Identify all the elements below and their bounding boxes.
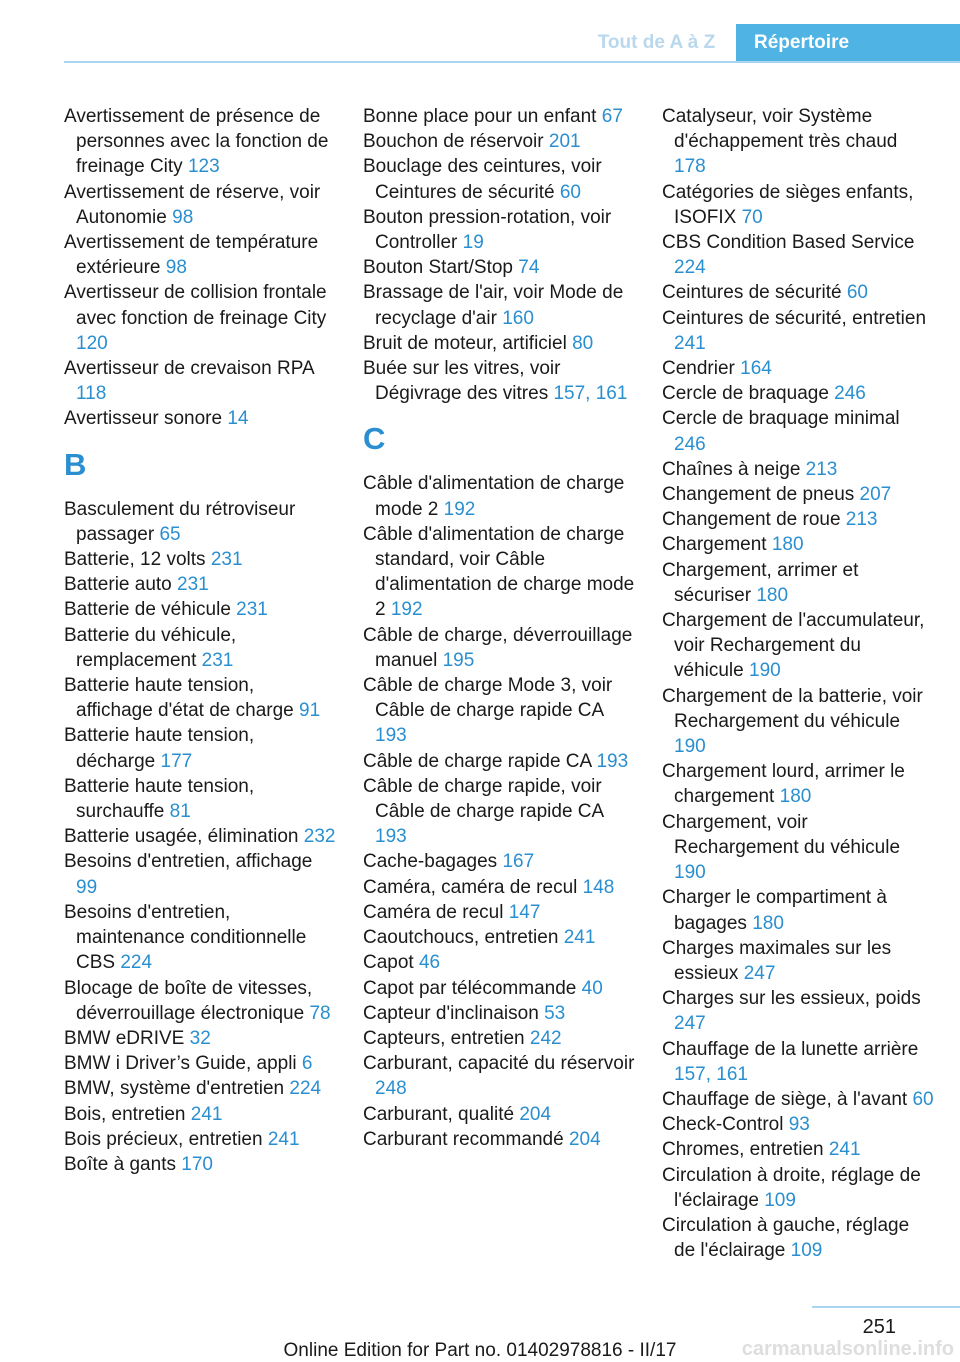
index-term: Chauffage de siège, à l'avant (662, 1088, 908, 1110)
index-entry (64, 1102, 336, 1127)
page-link[interactable]: 213 (805, 458, 838, 480)
index-term: Câble d'alimentation de charge mode 2 (363, 473, 625, 520)
page-link[interactable]: 246 (674, 433, 706, 455)
index-term: Buée sur les vitres, voir Dégivrage des vitres (363, 358, 561, 405)
index-term: Circulation à droite, réglage de l'éclairage (662, 1164, 921, 1211)
index-entry (662, 986, 934, 1036)
index-term: Carburant recommandé (363, 1128, 564, 1150)
page-link[interactable]: 157, 161 (553, 383, 628, 405)
index-term: Capot par télécommande (363, 977, 577, 999)
page-link[interactable]: 177 (160, 750, 193, 772)
page-link[interactable]: 204 (568, 1128, 601, 1150)
index-entry (64, 180, 336, 230)
page-link[interactable]: 248 (375, 1078, 407, 1100)
index-term: Batterie de véhicule (64, 599, 231, 621)
index-term: Chargement (662, 534, 767, 556)
page-link[interactable]: 231 (236, 599, 268, 621)
page-link[interactable]: 81 (169, 801, 191, 823)
page-link[interactable]: 201 (548, 131, 581, 153)
index-entry (363, 104, 635, 129)
page-link[interactable]: 192 (390, 599, 423, 621)
index-term: Circulation à gauche, réglage de l'éclairage (662, 1214, 910, 1262)
page-link[interactable]: 224 (120, 952, 153, 974)
index-column-1 (64, 104, 336, 1177)
page-link[interactable]: 118 (76, 383, 107, 405)
index-term: Bruit de moteur, artificiel (363, 332, 567, 354)
index-entry (662, 558, 934, 608)
page-link[interactable]: 46 (418, 952, 441, 974)
index-term: Changement de roue (662, 509, 841, 531)
page-link[interactable]: 67 (601, 106, 623, 127)
page-link[interactable]: 93 (788, 1114, 810, 1136)
index-entry (662, 810, 934, 886)
page-link[interactable]: 180 (756, 584, 789, 606)
index-entry (662, 684, 934, 760)
index-term: Bouton Start/Stop (363, 257, 513, 279)
index-entry (64, 673, 336, 723)
page-link[interactable]: 241 (267, 1128, 300, 1150)
page-link[interactable]: 74 (518, 257, 540, 279)
tab-section[interactable]: Tout de A à Z (597, 31, 716, 53)
page-link[interactable]: 190 (674, 862, 706, 884)
index-term: Chargement, voir Rechargement du véhicule (662, 811, 901, 858)
index-entry (64, 1127, 336, 1152)
page-link[interactable]: 78 (309, 1002, 331, 1024)
index-term: CBS Condition Based Service (662, 232, 915, 254)
page-link[interactable]: 192 (443, 498, 476, 520)
index-entry (363, 471, 635, 521)
index-term: Capteurs, entretien (363, 1027, 525, 1049)
index-entry (64, 572, 336, 597)
index-entry (363, 1051, 635, 1101)
index-entry (64, 356, 336, 406)
index-entry (363, 976, 635, 1001)
index-entry (662, 230, 934, 280)
index-term: Caméra, caméra de recul (363, 876, 578, 898)
index-entry (662, 532, 934, 557)
index-entry (363, 1026, 635, 1051)
index-entry (64, 900, 336, 976)
index-entry (64, 497, 336, 547)
edition-footer: Online Edition for Part no. 01402978816 - II/17 (283, 1340, 677, 1361)
index-term: Câble de charge Mode 3, voir Câble de charge rapide CA (363, 675, 613, 722)
page-link[interactable]: 193 (375, 725, 407, 747)
page-link[interactable]: 32 (189, 1027, 211, 1049)
page-link[interactable]: 180 (771, 534, 804, 556)
index-entry (662, 306, 934, 356)
index-entry (64, 1152, 336, 1177)
index-term: BMW, système d'entretien (64, 1078, 285, 1100)
tab-current[interactable]: Répertoire (736, 24, 960, 61)
index-entry (662, 356, 934, 381)
index-entry (662, 759, 934, 809)
index-entry (64, 623, 336, 673)
index-entry (363, 623, 635, 673)
page-link[interactable]: 98 (172, 206, 194, 228)
page-link[interactable]: 98 (165, 257, 187, 279)
index-term: BMW i Driver’s Guide, appli (64, 1053, 297, 1075)
index-term: Charges sur les essieux, poids (662, 988, 921, 1010)
index-term: Bonne place pour un enfant (363, 106, 597, 127)
index-term: Blocage de boîte de vitesses, déverrouillage électronique (64, 977, 313, 1024)
index-term: Cercle de braquage (662, 383, 829, 405)
page-link[interactable]: 60 (559, 181, 581, 203)
index-term: Cache-bagages (363, 851, 498, 873)
page-link[interactable]: 40 (581, 977, 603, 999)
index-entry (662, 381, 934, 406)
page-link[interactable]: 19 (462, 232, 484, 254)
index-term: Caméra de recul (363, 901, 504, 923)
index-column-3 (662, 104, 934, 1263)
index-term: Chromes, entretien (662, 1139, 824, 1161)
index-term: Chargement de l'accumulateur, voir Rechargement du véhicule (662, 610, 925, 682)
page-link[interactable]: 178 (674, 156, 706, 178)
index-term: Brassage de l'air, voir Mode de recyclage d'air (363, 282, 624, 329)
index-term: Cercle de braquage minimal (662, 408, 900, 430)
index-term: Avertissement de présence de personnes avec la fonction de freinage City (64, 106, 329, 178)
page-link[interactable]: 242 (529, 1027, 562, 1049)
index-term: Chaînes à neige (662, 458, 801, 480)
index-entry (662, 1163, 934, 1213)
index-term: Batterie du véhicule, remplacement (64, 624, 237, 671)
index-term: Charger le compartiment à bagages (662, 887, 887, 934)
index-term: Charges maximales sur les essieux (662, 937, 892, 984)
index-entry (662, 280, 934, 305)
page-link[interactable]: 231 (177, 574, 209, 596)
page-link[interactable]: 180 (752, 912, 784, 934)
page-link[interactable]: 193 (375, 826, 407, 848)
page-link[interactable]: 65 (159, 523, 181, 545)
index-entry (662, 457, 934, 482)
index-entry (662, 1213, 934, 1263)
index-entry (363, 280, 635, 330)
index-column-2 (363, 104, 635, 1152)
page-link[interactable]: 120 (76, 332, 108, 354)
index-term: Batterie auto (64, 574, 172, 596)
index-entry (363, 129, 635, 154)
index-term: Avertissement de réserve, voir Autonomie (64, 181, 321, 228)
index-term: Bouton pression-rotation, voir Controller (363, 206, 612, 254)
page-link[interactable]: 224 (674, 257, 706, 279)
page-link[interactable]: 193 (596, 750, 629, 772)
index-term: Bouclage des ceintures, voir Ceintures de sécurité (363, 156, 602, 203)
index-term: Batterie haute tension, affichage d'état de charge (64, 675, 294, 722)
index-entry (64, 230, 336, 280)
index-term: Ceintures de sécurité, entretien (662, 307, 927, 329)
page-link[interactable]: 147 (508, 901, 541, 923)
index-entry (662, 936, 934, 986)
header-rule (64, 61, 960, 63)
index-entry (64, 1026, 336, 1051)
index-entry (662, 608, 934, 684)
index-entry (662, 1137, 934, 1162)
index-term: Batterie haute tension, surchauffe (64, 775, 255, 823)
index-term: Câble de charge, déverrouillage manuel (363, 624, 633, 671)
index-entry (64, 104, 336, 180)
page-link[interactable]: 241 (674, 332, 706, 354)
section-letter: B (64, 446, 87, 482)
index-term: Besoins d'entretien, maintenance conditionnelle CBS (64, 901, 307, 974)
index-term: Cendrier (662, 358, 735, 380)
index-term: Capot (363, 952, 414, 974)
index-entry (64, 849, 336, 899)
index-entry (662, 406, 934, 456)
page-link[interactable]: 157, 161 (674, 1063, 748, 1085)
index-entry (662, 507, 934, 532)
index-term: Check-Control (662, 1114, 784, 1136)
index-entry (64, 1051, 336, 1076)
index-term: Basculement du rétroviseur passager (64, 498, 296, 545)
index-entry (363, 950, 635, 975)
index-term: Catalyseur, voir Système d'échappement très chaud (662, 106, 898, 153)
index-term: Chargement, arrimer et sécuriser (662, 559, 859, 606)
page-link[interactable]: 232 (303, 826, 336, 848)
index-entry (64, 976, 336, 1026)
index-entry (363, 1102, 635, 1127)
index-entry (363, 331, 635, 356)
index-entry (662, 104, 934, 180)
index-entry (363, 522, 635, 623)
page-link[interactable]: 231 (210, 549, 243, 571)
index-term: Chargement lourd, arrimer le chargement (662, 761, 905, 808)
index-entry (662, 1037, 934, 1087)
index-term: Changement de pneus (662, 484, 855, 506)
page-link[interactable]: 14 (227, 408, 249, 430)
index-entry (662, 1112, 934, 1137)
section-letter: C (363, 421, 386, 457)
page-link[interactable]: 207 (859, 484, 892, 506)
index-entry (64, 774, 336, 824)
index-entry (662, 1087, 934, 1112)
index-term: Batterie, 12 volts (64, 549, 206, 571)
footer-rule (812, 1306, 960, 1308)
page-link[interactable]: 231 (201, 649, 234, 671)
index-term: Carburant, qualité (363, 1103, 515, 1125)
page-link[interactable]: 160 (502, 307, 534, 329)
page-link[interactable]: 6 (301, 1053, 313, 1075)
index-term: Caoutchoucs, entretien (363, 927, 559, 949)
index-entry (662, 180, 934, 230)
page-link[interactable]: 247 (743, 962, 776, 984)
page-link[interactable]: 180 (779, 786, 812, 808)
page-link[interactable]: 164 (740, 358, 772, 380)
page-link[interactable]: 53 (544, 1002, 566, 1024)
index-entry (363, 205, 635, 255)
index-entry (363, 1001, 635, 1026)
page-link[interactable]: 241 (190, 1103, 223, 1125)
index-entry (64, 597, 336, 622)
page-link[interactable]: 224 (289, 1078, 322, 1100)
index-term: Câble de charge rapide, voir Câble de charge rapide CA (363, 775, 604, 823)
index-term: Catégories de sièges enfants, ISOFIX (662, 181, 914, 228)
index-term: Bois précieux, entretien (64, 1128, 263, 1150)
page-link[interactable]: 60 (912, 1088, 934, 1110)
index-term: Bois, entretien (64, 1103, 186, 1125)
index-term: Batterie usagée, élimination (64, 826, 299, 848)
page-link[interactable]: 109 (764, 1189, 796, 1211)
page-link[interactable]: 190 (674, 736, 706, 758)
index-entry (64, 280, 336, 356)
index-term: Boîte à gants (64, 1153, 176, 1175)
page-link[interactable]: 109 (790, 1240, 823, 1262)
index-term: Avertisseur de crevaison RPA (64, 358, 314, 380)
page-link[interactable]: 123 (187, 156, 220, 178)
index-term: Avertisseur sonore (64, 408, 223, 430)
index-term: Capteur d'inclinaison (363, 1002, 539, 1024)
index-entry (64, 824, 336, 849)
index-entry (363, 154, 635, 204)
index-entry (363, 673, 635, 749)
page-link[interactable]: 246 (834, 383, 866, 405)
index-entry (662, 885, 934, 935)
page-link[interactable]: 60 (846, 282, 868, 304)
index-term: Ceintures de sécurité (662, 282, 842, 304)
index-term: Câble de charge rapide CA (363, 750, 592, 772)
index-entry (363, 1127, 635, 1152)
watermark: carmanualsonline.info (741, 1338, 954, 1360)
index-entry (64, 1076, 336, 1101)
page-link[interactable]: 167 (502, 851, 535, 873)
page-link[interactable]: 80 (572, 332, 594, 354)
index-entry (363, 749, 635, 774)
page-link[interactable]: 99 (76, 876, 98, 898)
page-link[interactable]: 190 (749, 660, 781, 682)
index-entry (64, 547, 336, 572)
index-term: Carburant, capacité du réservoir (363, 1053, 635, 1075)
index-term: Bouchon de réservoir (363, 131, 544, 153)
index-entry (363, 900, 635, 925)
index-term: BMW eDRIVE (64, 1027, 185, 1049)
page-link[interactable]: 241 (563, 927, 596, 949)
index-entry (363, 849, 635, 874)
index-entry (363, 925, 635, 950)
page-link[interactable]: 213 (845, 509, 878, 531)
index-term: Chauffage de la lunette arrière (662, 1038, 919, 1060)
index-term: Câble d'alimentation de charge standard, voir Câble d'alimentation de charge mode 2 (363, 523, 635, 621)
index-term: Avertissement de température extérieure (64, 232, 319, 279)
index-entry (662, 482, 934, 507)
index-term: Avertisseur de collision frontale avec fonction de freinage City (64, 282, 327, 329)
index-term: Besoins d'entretien, affichage (64, 851, 313, 873)
index-entry (363, 875, 635, 900)
page-link[interactable]: 195 (442, 649, 475, 671)
index-term: Chargement de la batterie, voir Rechargement du véhicule (662, 685, 923, 732)
page-link[interactable]: 148 (582, 876, 615, 898)
page-link[interactable]: 241 (828, 1139, 861, 1161)
page-link[interactable]: 204 (519, 1103, 552, 1125)
index-term: Batterie haute tension, décharge (64, 725, 255, 772)
index-entry (64, 406, 336, 431)
page-link[interactable]: 170 (181, 1153, 213, 1175)
index-entry (363, 255, 635, 280)
index-entry (363, 356, 635, 406)
page-header (0, 0, 960, 62)
page-number: 251 (862, 1316, 896, 1338)
index-entry (64, 723, 336, 773)
index-entry (363, 774, 635, 850)
page-link[interactable]: 247 (674, 1013, 706, 1035)
page-link[interactable]: 70 (741, 206, 763, 228)
page-link[interactable]: 91 (299, 700, 321, 722)
